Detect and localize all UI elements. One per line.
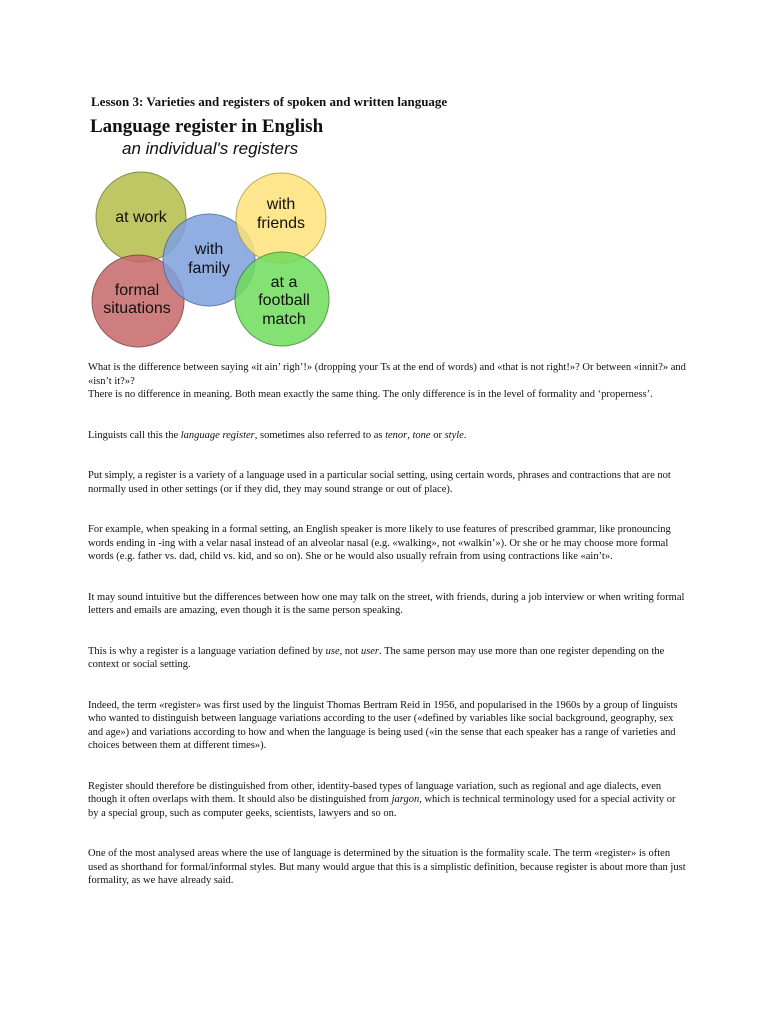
paragraph-1: What is the difference between saying «it ain’ righ’!» (dropping your Ts at the end of words) and «that is not right!»? Or between «innit?» and «isn’t it?»?	[88, 362, 686, 387]
paragraph-6: It may sound intuitive but the differences between how one may talk on the street, with friends, during a job interview or when writing formal letters and emails are amazing, even though it is the same person speaking.	[88, 591, 685, 616]
paragraph-10: One of the most analysed areas where the use of language is determined by the situation is the formality scale. The term «register» is often used as shorthand for formal/informal styles. But many would argue that this is a simplistic definition, because register is about more than just formality, as we have already said.	[88, 848, 686, 886]
paragraph-3: Linguists call this the language register, sometimes also referred to as tenor, tone or style.	[88, 429, 467, 441]
register-figure	[88, 112, 348, 352]
figure-title: Language register in English	[90, 116, 324, 137]
label-with-family-line1: with	[194, 241, 224, 258]
term-tone: tone	[412, 429, 431, 441]
term-tenor: tenor	[385, 429, 408, 441]
register-venn-diagram	[88, 162, 348, 352]
label-formal-situations-line1: formal	[114, 282, 160, 299]
paragraph-2: There is no difference in meaning. Both mean exactly the same thing. The only difference is in the level of formality and ‘properness’.	[88, 389, 653, 400]
term-jargon: jargon	[391, 794, 420, 805]
label-formal-situations-line2: situations	[103, 300, 171, 317]
term-user: user	[360, 645, 380, 657]
figure-subtitle: an individual's registers	[122, 139, 299, 158]
term-use: use	[325, 645, 340, 657]
label-with-friends-line2: friends	[256, 215, 306, 232]
lesson-title: Lesson 3: Varieties and registers of spoken and written language	[91, 94, 448, 109]
term-language-register: language register	[180, 429, 255, 441]
paragraph-7: This is why a register is a language variation defined by use, not user. The same person may use more than one register depending on the context or social setting.	[88, 645, 665, 670]
label-at-work: at work	[115, 209, 167, 226]
label-football-line2: football	[258, 292, 310, 309]
article-body	[88, 361, 688, 888]
paragraph-8: Indeed, the term «register» was first used by the linguist Thomas Bertram Reid in 1956, and popularised in the 1960s by a group of linguists who wanted to distinguish between language variations according to the user («defined by variables like social background, geography, sex and age») and variations according to how and when the language is being used («in the sense that each speaker has a range of varieties and choices between them at different times»).	[88, 699, 678, 751]
label-football-line3: match	[262, 311, 306, 328]
label-with-friends-line1: with	[266, 196, 296, 213]
paragraph-4: Put simply, a register is a variety of a language used in a particular social setting, using certain words, phrases and contractions that are not normally used in other settings (or if they did, they may sound strange or out of place).	[88, 470, 671, 495]
paragraph-9: Register should therefore be distinguished from other, identity-based types of language variation, such as regional and age dialects, even though it often overlaps with them. It should also be distinguished from jargon, which is technical terminology used for a special activity or by a special group, such as computer geeks, scientists, lawyers and so on.	[88, 780, 676, 819]
label-football-line1: at a	[270, 274, 298, 291]
term-style: style	[444, 429, 464, 441]
paragraph-5: For example, when speaking in a formal setting, an English speaker is more likely to use features of prescribed grammar, like pronouncing words ending in -ing with a velar nasal instead of an alveolar nasal (e.g. «walking», not «walkin’»). Or she or he may choose more formal words (e.g. father vs. dad, child vs. kid, and so on). She or he would also usually refrain from using contractions like «ain’t».	[88, 524, 671, 562]
label-with-family-line2: family	[188, 260, 230, 277]
